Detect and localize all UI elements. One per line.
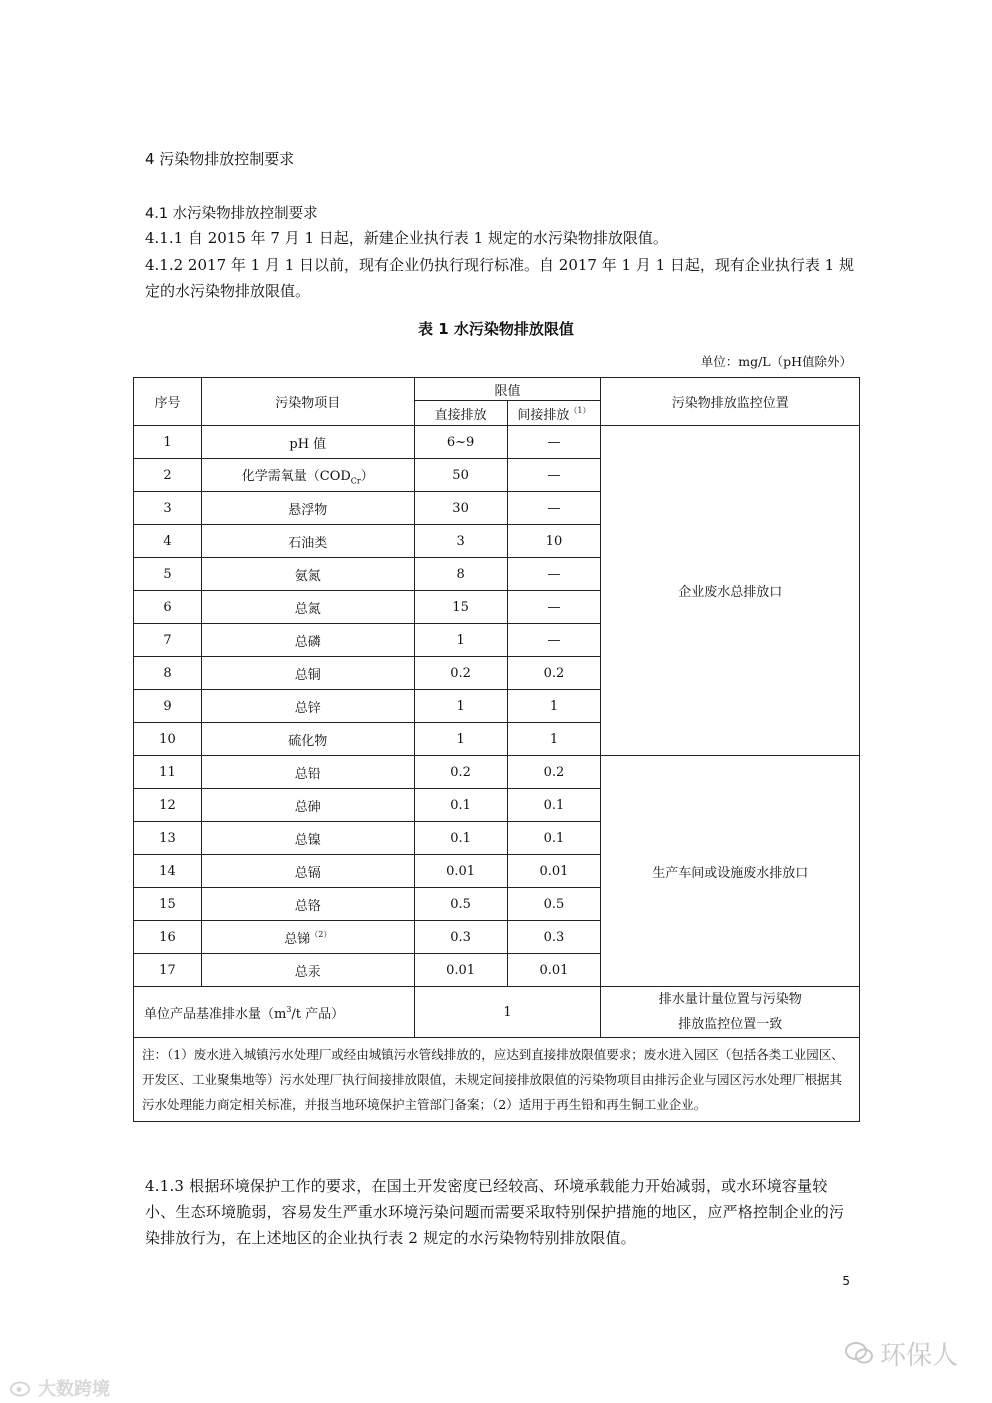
row-indirect: —	[507, 624, 601, 657]
row-item-text: 化学需氧量（COD	[241, 468, 351, 484]
location-group-2: 生产车间或设施废水排放口	[601, 756, 860, 987]
row-item	[201, 921, 414, 954]
row-item-end: ）	[360, 468, 374, 484]
table-unit: 单位：mg/L（pH值除外）	[700, 354, 852, 369]
row-item	[201, 459, 414, 492]
base-water-label-sup: 3	[286, 1004, 292, 1014]
row-direct: 0.01	[414, 954, 507, 987]
base-water-label	[134, 987, 415, 1038]
row-direct: 1	[414, 624, 507, 657]
note-row	[134, 1038, 860, 1122]
base-water-location	[601, 987, 860, 1038]
row-no: 10	[134, 723, 202, 756]
row-direct: 0.1	[414, 822, 507, 855]
row-indirect: 0.2	[507, 756, 601, 789]
row-no: 5	[134, 558, 202, 591]
row-direct: 0.3	[414, 921, 507, 954]
header-no: 序号	[134, 378, 202, 426]
header-indirect	[507, 401, 601, 426]
row-item: 总铅	[201, 756, 414, 789]
row-direct: 8	[414, 558, 507, 591]
row-direct: 6~9	[414, 426, 507, 459]
watermark-right	[844, 1335, 958, 1373]
subsection-title: 4.1 水污染物排放控制要求	[145, 206, 318, 222]
row-direct: 0.2	[414, 657, 507, 690]
row-no: 2	[134, 459, 202, 492]
row-indirect: 0.2	[507, 657, 601, 690]
row-no: 13	[134, 822, 202, 855]
row-direct: 30	[414, 492, 507, 525]
row-direct: 3	[414, 525, 507, 558]
row-no: 12	[134, 789, 202, 822]
row-item-sub: Cr	[350, 476, 361, 486]
row-direct: 0.01	[414, 855, 507, 888]
row-item: 悬浮物	[201, 492, 414, 525]
row-indirect: —	[507, 591, 601, 624]
header-limit: 限值	[414, 378, 601, 401]
watermark-right-text: 环保人	[879, 1341, 958, 1371]
table-title: 表 1 水污染物排放限值	[418, 320, 574, 338]
row-item: 总铜	[201, 657, 414, 690]
weibo-icon	[10, 1379, 32, 1402]
wechat-icon	[844, 1340, 874, 1373]
header-indirect-label: 间接排放	[517, 407, 570, 423]
row-indirect: 0.01	[507, 954, 601, 987]
header-location: 污染物排放监控位置	[601, 378, 860, 426]
emission-limits-table	[133, 377, 860, 1122]
row-direct: 1	[414, 690, 507, 723]
row-item: 总铬	[201, 888, 414, 921]
row-item: 氨氮	[201, 558, 414, 591]
table-header-row	[134, 378, 860, 401]
row-item: 总镉	[201, 855, 414, 888]
row-item: pH 值	[201, 426, 414, 459]
row-item-note: （2）	[310, 929, 332, 939]
row-no: 15	[134, 888, 202, 921]
row-no: 7	[134, 624, 202, 657]
row-indirect: 1	[507, 723, 601, 756]
paragraph-4-1-2: 4.1.2 2017 年 1 月 1 日以前，现有企业仍执行现行标准。自 2017 年 1 月 1 日起，现有企业执行表 1 规定的水污染物排放限值。	[145, 256, 854, 300]
table-note: 注：（1）废水进入城镇污水处理厂或经由城镇污水管线排放的，应达到直接排放限值要求；废水进入园区（包括各类工业园区、开发区、工业聚集地等）污水处理厂执行间接排放限值，未规定间接排放限值的污染物项目由排污企业与园区污水处理厂根据其污水处理能力商定相关标准，并报当地环境保护主管部门备案；（2）适用于再生铅和再生铜工业企业。	[134, 1038, 860, 1122]
base-water-row	[134, 987, 860, 1038]
row-no: 9	[134, 690, 202, 723]
row-item: 总锌	[201, 690, 414, 723]
base-water-location-line1: 排水量计量位置与污染物	[658, 992, 802, 1007]
header-item: 污染物项目	[201, 378, 414, 426]
row-no: 1	[134, 426, 202, 459]
header-direct: 直接排放	[414, 401, 507, 426]
row-item: 总镍	[201, 822, 414, 855]
row-direct: 50	[414, 459, 507, 492]
row-no: 16	[134, 921, 202, 954]
row-indirect: —	[507, 426, 601, 459]
section-title: 4 污染物排放控制要求	[145, 150, 295, 168]
row-direct: 15	[414, 591, 507, 624]
header-indirect-note: （1）	[569, 405, 591, 415]
row-direct: 0.5	[414, 888, 507, 921]
row-item: 硫化物	[201, 723, 414, 756]
row-no: 14	[134, 855, 202, 888]
table-row	[134, 426, 860, 459]
row-direct: 0.2	[414, 756, 507, 789]
row-indirect: 10	[507, 525, 601, 558]
row-indirect: 0.1	[507, 822, 601, 855]
table-row	[134, 756, 860, 789]
paragraph-4-1-3: 4.1.3 根据环境保护工作的要求，在国土开发密度已经较高、环境承载能力开始减弱，或水环境容量较小、生态环境脆弱，容易发生严重水环境污染问题而需要采取特别保护措施的地区，应严格控制企业的污染排放行为，在上述地区的企业执行表 2 规定的水污染物特别排放限值。	[145, 1177, 845, 1247]
row-no: 6	[134, 591, 202, 624]
row-item: 总氮	[201, 591, 414, 624]
location-group-1: 企业废水总排放口	[601, 426, 860, 756]
row-item: 总汞	[201, 954, 414, 987]
row-no: 3	[134, 492, 202, 525]
row-indirect: —	[507, 558, 601, 591]
row-item: 石油类	[201, 525, 414, 558]
row-item: 总磷	[201, 624, 414, 657]
base-water-value: 1	[414, 987, 601, 1038]
row-indirect: 0.5	[507, 888, 601, 921]
watermark-left-text: 大数跨境	[38, 1379, 110, 1400]
row-direct: 0.1	[414, 789, 507, 822]
base-water-label-a: 单位产品基准排水量（m	[144, 1006, 287, 1022]
row-direct: 1	[414, 723, 507, 756]
row-indirect: —	[507, 492, 601, 525]
row-item-text: 总锑	[284, 931, 311, 947]
row-no: 4	[134, 525, 202, 558]
watermark-left	[10, 1375, 110, 1402]
row-no: 8	[134, 657, 202, 690]
row-indirect: 1	[507, 690, 601, 723]
row-item: 总砷	[201, 789, 414, 822]
base-water-location-line2: 排放监控位置一致	[678, 1017, 783, 1032]
row-indirect: 0.01	[507, 855, 601, 888]
paragraph-4-1-1: 4.1.1 自 2015 年 7 月 1 日起，新建企业执行表 1 规定的水污染物排放限值。	[145, 229, 668, 247]
row-no: 17	[134, 954, 202, 987]
row-no: 11	[134, 756, 202, 789]
row-indirect: —	[507, 459, 601, 492]
row-indirect: 0.1	[507, 789, 601, 822]
page-number: 5	[842, 1274, 850, 1288]
base-water-label-b: /t 产品）	[291, 1006, 345, 1022]
row-indirect: 0.3	[507, 921, 601, 954]
